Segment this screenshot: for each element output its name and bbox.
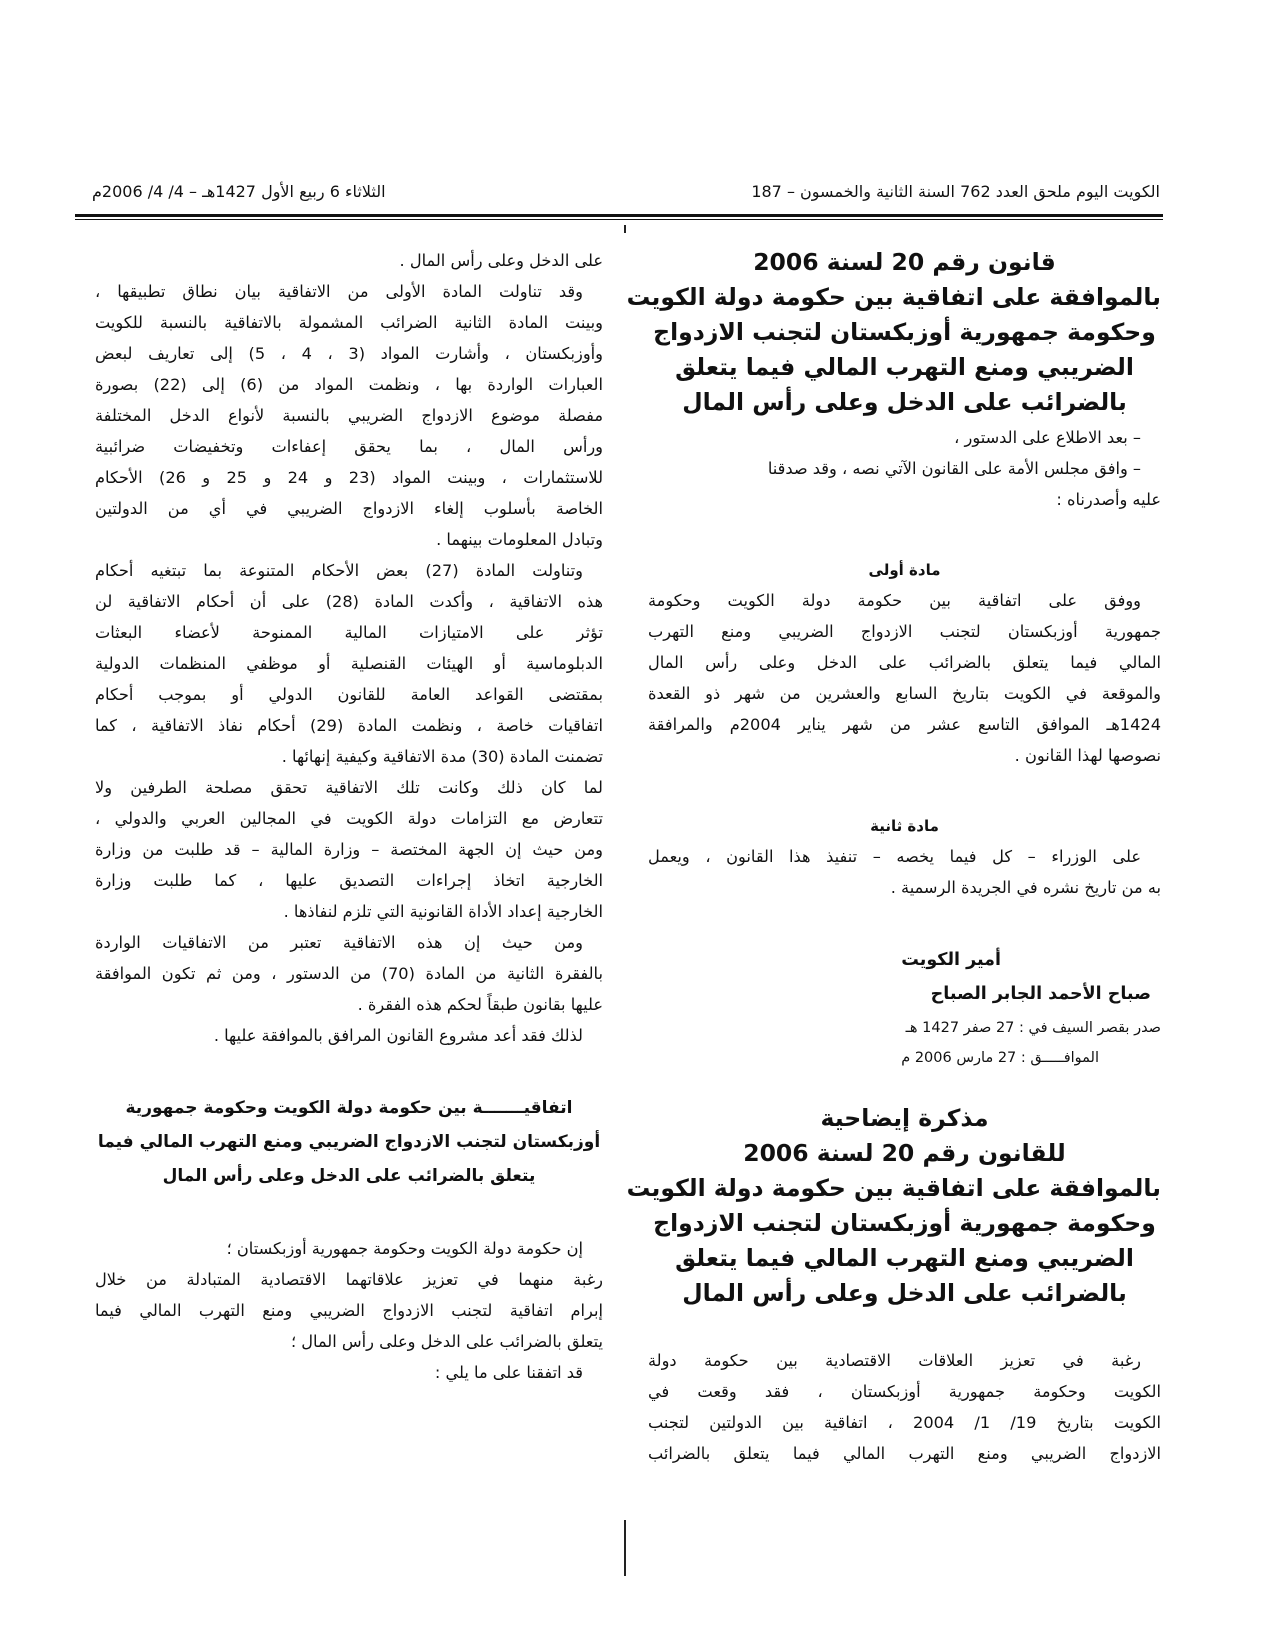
text-line: ومن حيث إن هذه الاتفاقية تعتبر من الاتفاقيات الواردة [95,933,583,952]
law-title-line: بالموافقة على اتفاقية بين حكومة دولة الكويت [626,283,1161,311]
agreement-title [95,1091,603,1193]
issued-corresponding: الموافـــــق : 27 مارس 2006 م [901,1050,1099,1066]
article-2-text [648,841,1161,903]
text-line: بمقتضى القواعد العامة للقانون الدولي أو بموجب أحكام [95,685,603,704]
memo-title-line: بالضرائب على الدخل وعلى رأس المال [682,1279,1127,1307]
agreement-title-line: أوزبكستان لتجنب الازدواج الضريبي ومنع التهرب المالي فيما [97,1132,601,1152]
text-line: للاستثمارات ، وبينت المواد (23 و 24 و 25 و 26) الأحكام [95,468,603,487]
text-line: تؤثر على الامتيازات المالية الممنوحة لأعضاء البعثات [95,623,603,642]
text-line: ومن حيث إن الجهة المختصة – وزارة المالية – قد طلبت من وزارة [95,840,603,859]
running-header-issue: الكويت اليوم ملحق العدد 762 السنة الثانية والخمسون – 187 [751,182,1160,201]
text-line: والموقعة في الكويت بتاريخ السابع والعشرين من شهر ذو القعدة [648,684,1161,703]
text-line: هذه الاتفاقية ، وأكدت المادة (28) على أن أحكام الاتفاقية لن [95,592,603,611]
memo-title-line: وحكومة جمهورية أوزبكستان لتجنب الازدواج [653,1209,1156,1237]
text-line: الخارجية إعداد الأداة القانونية التي تلزم لنفاذها . [283,902,603,921]
text-line: 1424هـ الموافق التاسع عشر من شهر يناير 2004م والمرافقة [648,715,1161,734]
law-title-line: الضريبي ومنع التهرب المالي فيما يتعلق [675,353,1134,381]
text-line: وأوزبكستان ، وأشارت المواد (3 ، 4 ، 5) إلى تعاريف لبعض [95,344,603,363]
memo-title-line: مذكرة إيضاحية [820,1104,989,1132]
text-line: الخارجية اتخاذ إجراءات التصديق عليها ، كما طلبت وزارة [95,871,603,890]
preamble-line: – بعد الاطلاع على الدستور ، [954,428,1141,447]
text-line: ووفق على اتفاقية بين حكومة دولة الكويت وحكومة [648,591,1141,610]
text-line: الخاصة بأسلوب إلغاء الازدواج الضريبي في أي من الدولتين [95,499,603,518]
article-2-heading: مادة ثانية [870,817,939,835]
text-line: العبارات الواردة بها ، ونظمت المواد من (6) إلى (22) بصورة [95,375,603,394]
header-rule-thick [75,214,1163,217]
memo-title [626,1101,1161,1311]
text-line: على الدخل وعلى رأس المال . [399,251,603,270]
agreement-title-line: يتعلق بالضرائب على الدخل وعلى رأس المال [162,1166,536,1186]
text-line: جمهورية أوزبكستان لتجنب الازدواج الضريبي ومنع التهرب [648,622,1161,641]
text-line: الازدواج الضريبي ومنع التهرب المالي فيما يتعلق بالضرائب [648,1444,1161,1463]
text-line: رغبة منهما في تعزيز علاقاتهما الاقتصادية المتبادلة من خلال [95,1270,603,1289]
memo-continuation-4 [95,927,603,1020]
left-column [95,245,603,1388]
header-rule-thin [75,219,1163,220]
memo-continuation-5 [95,1020,603,1051]
text-line: قد اتفقنا على ما يلي : [434,1363,583,1382]
memo-continuation-2 [95,555,603,772]
law-title-line: قانون رقم 20 لسنة 2006 [753,248,1056,276]
article-1-text [648,585,1161,771]
agreement-intro [95,1233,603,1388]
text-line: الكويت وحكومة جمهورية أوزبكستان ، فقد وقعت في [648,1382,1161,1401]
right-column [626,245,1161,1469]
text-line: لذلك فقد أعد مشروع القانون المرافق بالموافقة عليها . [213,1026,583,1045]
preamble-line: – وافق مجلس الأمة على القانون الآتي نصه ، وقد صدقنا [767,459,1141,478]
text-line: عليها بقانون طبقاً لحكم هذه الفقرة . [357,995,603,1014]
text-line: اتفاقيات خاصة ، ونظمت المادة (29) أحكام نفاذ الاتفاقية ، كما [95,716,604,735]
text-line: لما كان ذلك وكانت تلك الاتفاقية تحقق مصلحة الطرفين ولا [95,778,603,797]
text-line: يتعلق بالضرائب على الدخل وعلى رأس المال ؛ [290,1332,603,1351]
text-line: إن حكومة دولة الكويت وحكومة جمهورية أوزبكستان ؛ [226,1239,583,1258]
text-line: وتبادل المعلومات بينهما . [436,530,603,549]
text-line: نصوصها لهذا القانون . [1014,746,1161,765]
text-line: ورأس المال ، بما يحقق إعفاءات وتخفيضات ضرائبية [95,437,603,456]
agreement-title-line: اتفاقيـــــــة بين حكومة دولة الكويت وحكومة جمهورية [125,1098,573,1118]
text-line: تتعارض مع التزامات دولة الكويت في المجالين العربي والدولي ، [95,809,603,828]
text-line: بالفقرة الثانية من المادة (70) من الدستور ، ومن ثم تكون الموافقة [95,964,603,983]
text-line: إبرام اتفاقية لتجنب الازدواج الضريبي ومنع التهرب المالي فيما [95,1301,603,1320]
text-line: الكويت بتاريخ 19/ 1/ 2004 ، اتفاقية بين الدولتين لتجنب [648,1413,1161,1432]
law-title-line: بالضرائب على الدخل وعلى رأس المال [682,388,1127,416]
column-separator-bottom [624,1520,626,1576]
text-line: تضمنت المادة (30) مدة الاتفاقية وكيفية إنهائها . [281,747,603,766]
memo-title-line: بالموافقة على اتفاقية بين حكومة دولة الكويت [626,1174,1161,1202]
text-line: به من تاريخ نشره في الجريدة الرسمية . [890,878,1161,897]
signature-title: أمير الكويت [901,950,1001,970]
running-header-date: الثلاثاء 6 ربيع الأول 1427هـ – 4/ 4/ 2006م [92,182,386,201]
text-line: وبينت المادة الثانية الضرائب المشمولة بالاتفاقية بالنسبة للكويت [95,313,603,332]
text-line: وقد تناولت المادة الأولى من الاتفاقية بيان نطاق تطبيقها ، [95,282,583,301]
memo-continuation-3 [95,772,603,927]
column-separator-top [624,225,626,233]
memo-title-line: للقانون رقم 20 لسنة 2006 [743,1139,1066,1167]
preamble [648,422,1161,515]
law-title-line: وحكومة جمهورية أوزبكستان لتجنب الازدواج [653,318,1156,346]
issued-at: صدر بقصر السيف في : 27 صفر 1427 هـ [905,1020,1161,1036]
law-title [626,245,1161,420]
text-line: مفصلة موضوع الازدواج الضريبي بالنسبة لأنواع الدخل المختلفة [95,406,603,425]
preamble-line: عليه وأصدرناه : [1056,490,1161,509]
memo-continuation-1 [95,245,603,555]
memo-title-line: الضريبي ومنع التهرب المالي فيما يتعلق [675,1244,1134,1272]
signature-name: صباح الأحمد الجابر الصباح [930,984,1151,1004]
article-1-heading: مادة أولى [868,561,941,579]
memo-body [648,1345,1161,1469]
text-line: الدبلوماسية أو الهيئات القنصلية أو موظفي المنظمات الدولية [95,654,603,673]
text-line: وتناولت المادة (27) بعض الأحكام المتنوعة بما تبتغيه أحكام [95,561,583,580]
text-line: على الوزراء – كل فيما يخصه – تنفيذ هذا القانون ، ويعمل [648,847,1141,866]
text-line: رغبة في تعزيز العلاقات الاقتصادية بين حكومة دولة [648,1351,1141,1370]
text-line: المالي فيما يتعلق بالضرائب على الدخل وعلى رأس المال [648,653,1161,672]
